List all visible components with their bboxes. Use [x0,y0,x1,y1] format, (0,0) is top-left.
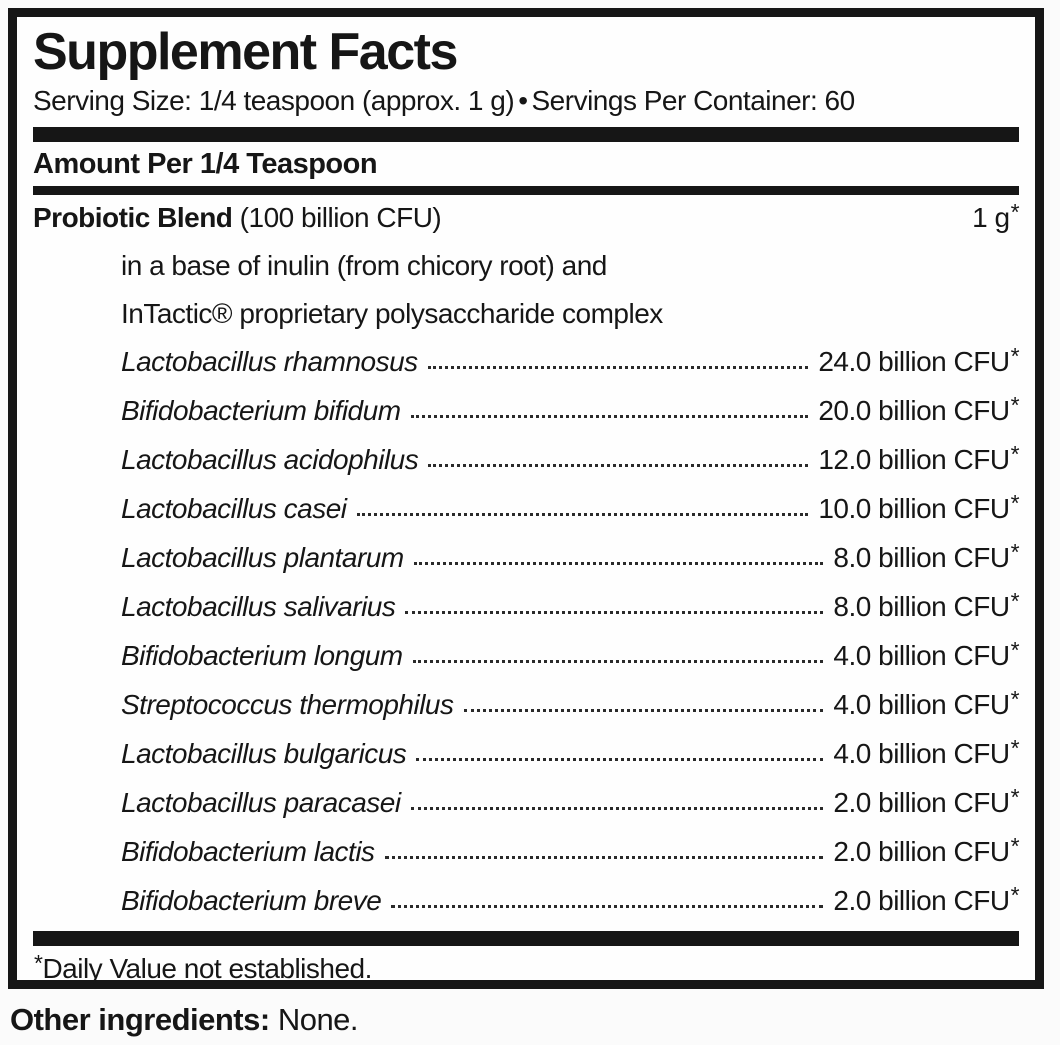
ingredient-row [121,436,1019,485]
amount-per-serving-header: Amount Per 1/4 Teaspoon [33,148,378,180]
divider-bar-bottom [33,931,1019,946]
ingredient-row [121,387,1019,436]
ingredient-name: Bifidobacterium bifidum [121,395,401,426]
divider-bar-middle [33,186,1019,195]
daily-value-asterisk: * [1010,440,1019,467]
ingredient-list [33,338,1019,926]
ingredient-name: Lactobacillus paracasei [121,787,401,818]
ingredient-row [121,730,1019,779]
ingredient-row [121,828,1019,877]
ingredient-name: Bifidobacterium lactis [121,836,375,867]
ingredient-row [121,877,1019,926]
blend-description [33,242,1019,338]
daily-value-asterisk: * [1010,198,1019,225]
ingredient-amount: 10.0 billion CFU* [818,489,1019,524]
ingredient-row [121,485,1019,534]
serving-size-text: Serving Size: 1/4 teaspoon (approx. 1 g) [33,85,515,116]
footnote-asterisk: * [34,949,43,976]
ingredient-name: Lactobacillus plantarum [121,542,404,573]
blend-description-line-2: InTactic® proprietary polysaccharide complex [121,298,663,329]
ingredient-amount: 24.0 billion CFU* [818,342,1019,377]
daily-value-asterisk: * [1010,881,1019,908]
ingredient-row [121,681,1019,730]
other-ingredients-label: Other ingredients: [10,1002,270,1037]
ingredient-amount: 4.0 billion CFU* [833,685,1019,720]
daily-value-footnote [33,946,1019,993]
ingredient-amount: 2.0 billion CFU* [833,881,1019,916]
ingredient-name: Lactobacillus rhamnosus [121,346,418,377]
daily-value-asterisk: * [1010,734,1019,761]
dot-leader [428,366,809,369]
blend-title [33,195,441,241]
ingredient-amount: 12.0 billion CFU* [818,440,1019,475]
ingredient-amount: 8.0 billion CFU* [833,587,1019,622]
servings-per-container-text: Servings Per Container: 60 [531,85,855,116]
daily-value-asterisk: * [1010,489,1019,516]
dot-leader [413,660,824,663]
panel-title: Supplement Facts [33,23,457,81]
bullet-separator: • [518,85,528,116]
blend-name: Probiotic Blend [33,202,233,233]
ingredient-amount: 2.0 billion CFU* [833,832,1019,867]
ingredient-row [121,632,1019,681]
ingredient-amount: 2.0 billion CFU* [833,783,1019,818]
other-ingredients-line [10,1000,358,1040]
ingredient-name: Lactobacillus bulgaricus [121,738,407,769]
ingredient-row [121,583,1019,632]
daily-value-asterisk: * [1010,587,1019,614]
daily-value-asterisk: * [1010,342,1019,369]
dot-leader [464,709,824,712]
daily-value-asterisk: * [1010,538,1019,565]
daily-value-asterisk: * [1010,391,1019,418]
footnote-text: Daily Value not established. [42,953,372,984]
daily-value-asterisk: * [1010,636,1019,663]
blend-detail: (100 billion CFU) [232,202,442,233]
ingredient-amount: 4.0 billion CFU* [833,734,1019,769]
probiotic-blend-row [33,195,1019,242]
ingredient-amount: 20.0 billion CFU* [818,391,1019,426]
dot-leader [385,856,824,859]
dot-leader [416,758,823,761]
blend-amount: 1 g* [972,198,1019,233]
ingredient-amount: 4.0 billion CFU* [833,636,1019,671]
ingredient-name: Bifidobacterium longum [121,640,403,671]
ingredient-row [121,779,1019,828]
ingredient-row [121,534,1019,583]
dot-leader [411,415,809,418]
ingredient-name: Bifidobacterium breve [121,885,382,916]
ingredient-amount: 8.0 billion CFU* [833,538,1019,573]
ingredient-name: Lactobacillus salivarius [121,591,396,622]
dot-leader [411,807,824,810]
dot-leader [357,513,809,516]
dot-leader [391,905,823,908]
dot-leader [428,464,808,467]
ingredient-row [121,338,1019,387]
serving-info-line [33,81,1019,121]
ingredient-name: Lactobacillus acidophilus [121,444,419,475]
daily-value-asterisk: * [1010,832,1019,859]
dot-leader [405,611,823,614]
other-ingredients-value: None. [269,1002,359,1037]
ingredient-name: Lactobacillus casei [121,493,347,524]
daily-value-asterisk: * [1010,685,1019,712]
supplement-facts-panel [8,8,1044,989]
dot-leader [414,562,824,565]
blend-description-line-1: in a base of inulin (from chicory root) and [121,250,607,281]
divider-bar-top [33,127,1019,142]
daily-value-asterisk: * [1010,783,1019,810]
ingredient-name: Streptococcus thermophilus [121,689,454,720]
